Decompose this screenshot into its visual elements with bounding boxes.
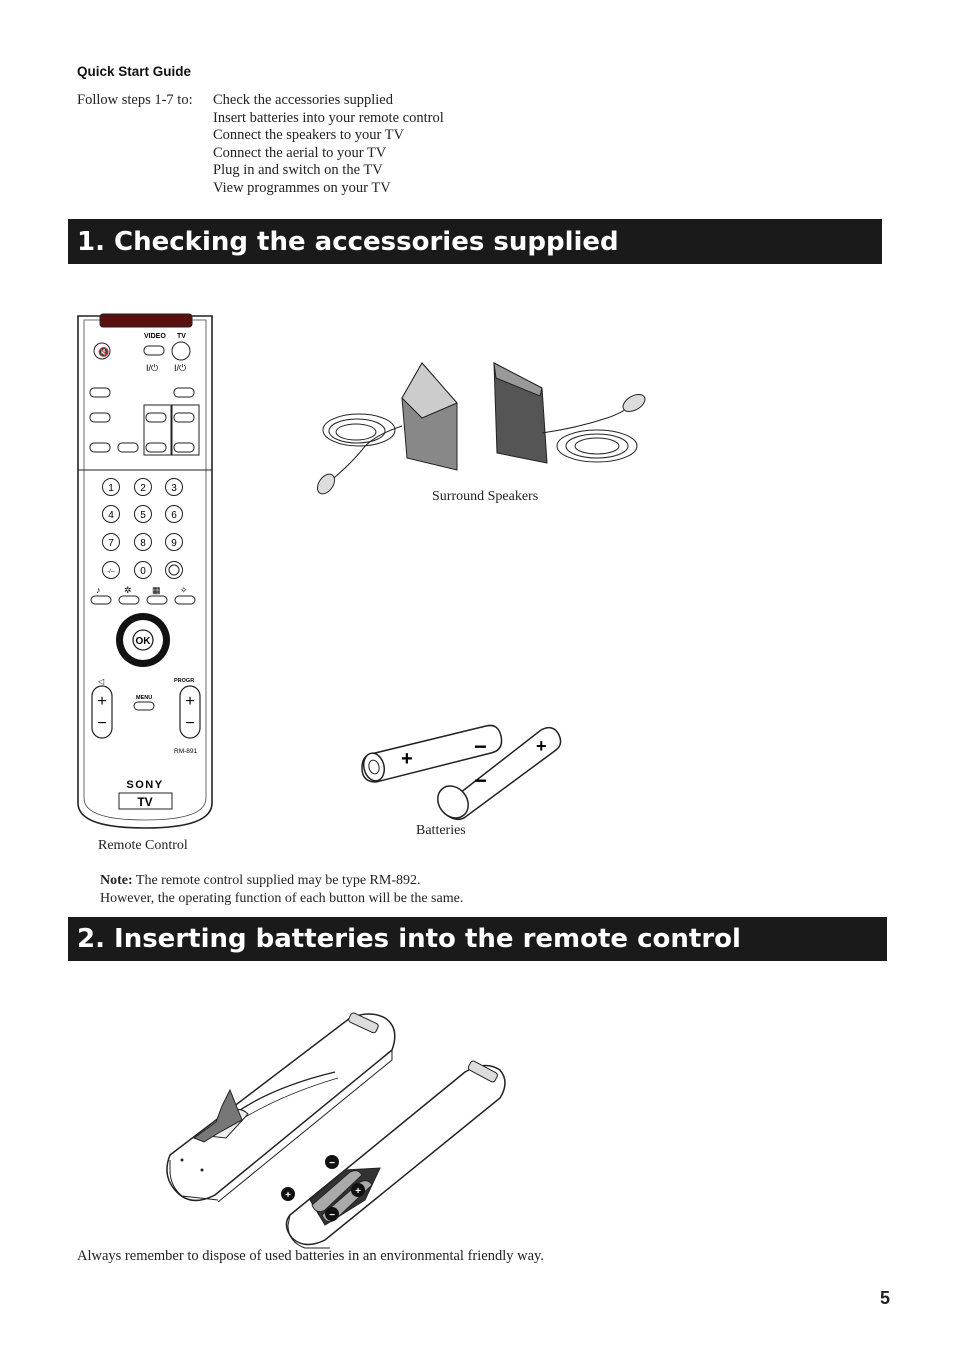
surround-speakers-caption: Surround Speakers [432, 489, 539, 504]
plus-icon: + [536, 736, 547, 756]
minus-icon: − [474, 734, 487, 759]
plus-icon: + [355, 1186, 361, 1197]
keypad-key: 4 [108, 510, 114, 521]
keypad-key: 1 [108, 483, 114, 494]
keypad-key: 5 [140, 510, 146, 521]
keypad-key: 7 [108, 538, 114, 549]
keypad-key: 0 [140, 566, 146, 577]
minus-icon: − [474, 768, 487, 793]
note-label: Note: [100, 873, 133, 888]
page-number: 5 [880, 1288, 891, 1308]
remote-tv-label: TV [177, 333, 186, 340]
remote-video-label: VIDEO [144, 333, 166, 340]
svg-text:✲: ✲ [124, 585, 132, 595]
svg-text:+: + [185, 693, 195, 710]
note-line: However, the operating function of each button will be the same. [100, 891, 464, 906]
section-heading-text: 2. Inserting batteries into the remote control [77, 924, 741, 954]
remote-power-symbol: I/⏻ [146, 363, 159, 373]
step-item: Connect the aerial to your TV [213, 144, 387, 161]
svg-text:✧: ✧ [180, 585, 188, 595]
minus-icon: − [329, 1210, 335, 1221]
svg-text:▦: ▦ [152, 585, 161, 595]
step-item: View programmes on your TV [213, 179, 391, 196]
remote-brand-tv: TV [137, 795, 153, 809]
remote-ok-label: OK [135, 636, 151, 647]
remote-model-label: RM-891 [174, 748, 198, 755]
step-item: Plug in and switch on the TV [213, 162, 383, 179]
svg-text:◁: ◁ [98, 677, 105, 686]
svg-text:♪: ♪ [96, 585, 101, 595]
disposal-notice: Always remember to dispose of used batteries in an environmental friendly way. [77, 1248, 544, 1264]
remote-power-symbol: I/⏻ [174, 363, 187, 373]
section-heading-accessories [68, 219, 882, 264]
remote-menu-label: MENU [136, 695, 153, 701]
plus-icon: + [285, 1190, 291, 1201]
svg-text:🔇: 🔇 [98, 347, 110, 357]
note [100, 872, 463, 908]
step-item: Check the accessories supplied [213, 92, 393, 108]
keypad-key: 6 [171, 510, 177, 521]
batteries-caption: Batteries [416, 823, 466, 838]
remote-control-illustration [70, 308, 220, 836]
svg-text:−: − [185, 715, 195, 732]
page-header-title: Quick Start Guide [77, 64, 192, 79]
surround-speakers-illustration [312, 358, 652, 498]
section-heading-batteries [68, 917, 887, 961]
remote-progr-label: PROGR [174, 678, 195, 684]
steps-intro: Follow steps 1-7 to: [77, 92, 193, 108]
keypad-key: 8 [140, 538, 146, 549]
minus-icon: − [329, 1158, 335, 1169]
batteries-illustration [356, 718, 570, 822]
keypad-key: 3 [171, 483, 177, 494]
keypad-key: 2 [140, 483, 146, 494]
section-heading-text: 1. Checking the accessories supplied [77, 226, 619, 257]
svg-text:−: − [97, 715, 107, 732]
keypad-key: 9 [171, 538, 177, 549]
step-item: Insert batteries into your remote control [213, 109, 444, 126]
steps-list [213, 92, 444, 198]
battery-insertion-illustration [160, 1010, 520, 1250]
remote-control-caption: Remote Control [98, 838, 188, 853]
note-line: The remote control supplied may be type RM-892. [132, 873, 421, 888]
plus-icon: + [401, 748, 413, 770]
remote-brand-logo: SONY [126, 779, 164, 791]
keypad-key: -/-- [107, 569, 115, 575]
svg-text:+: + [97, 693, 107, 710]
step-item: Connect the speakers to your TV [213, 127, 405, 144]
